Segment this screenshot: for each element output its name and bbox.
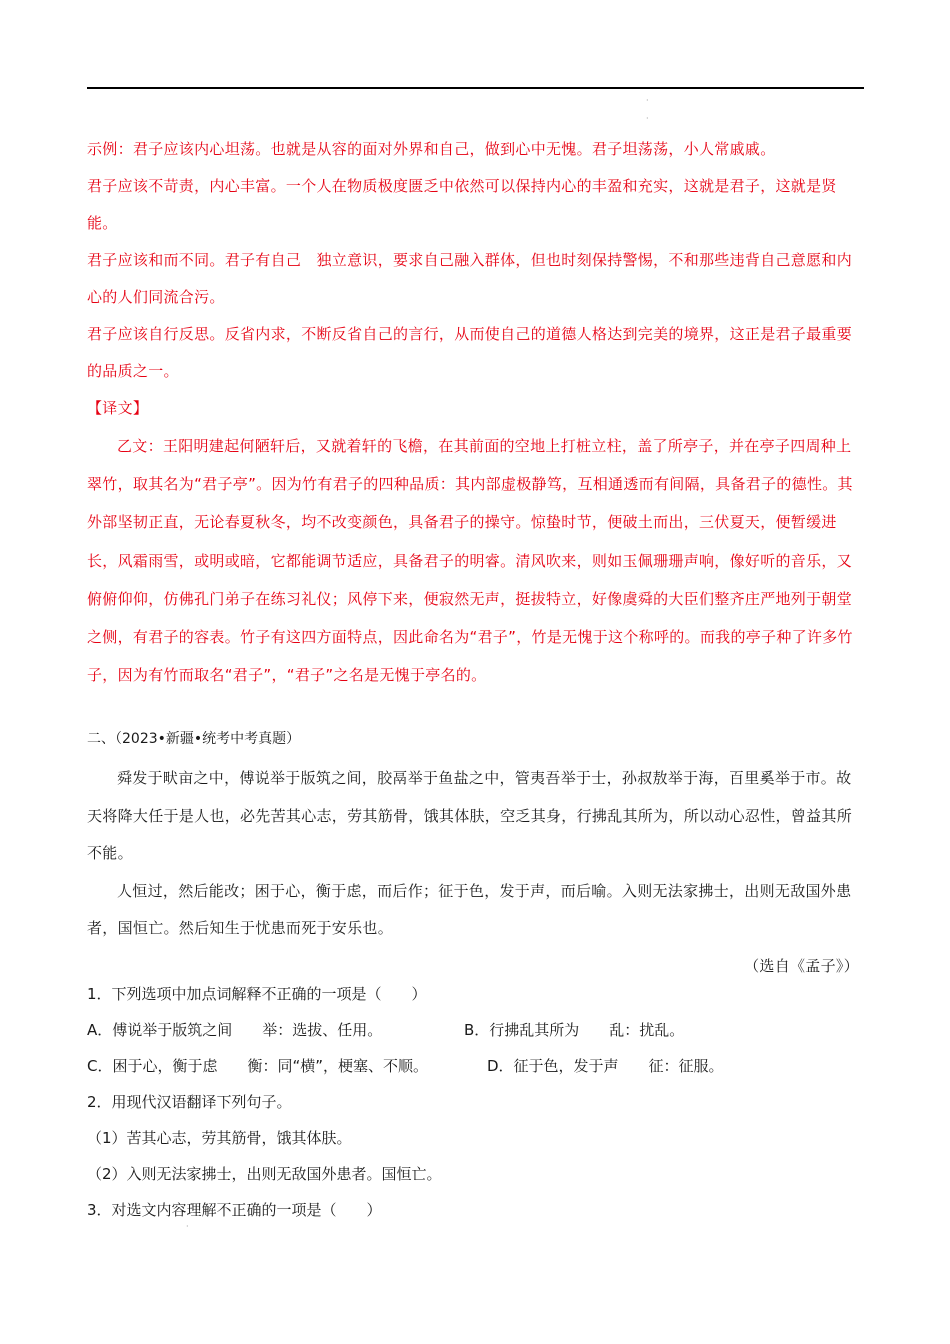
option-b[interactable]: B．行拂乱其所为 乱：扰乱。 bbox=[464, 1021, 685, 1039]
answer-paragraph: 示例：君子应该内心坦荡。也就是从容的面对外界和自己，做到心中无愧。君子坦荡荡，小人常戚戚。 bbox=[87, 140, 776, 158]
scan-dot: · bbox=[646, 96, 649, 105]
answer-block bbox=[87, 131, 859, 694]
options-row-ab bbox=[87, 1012, 859, 1048]
scan-dot: · bbox=[186, 1222, 189, 1231]
passage-source: （选自《孟子》） bbox=[744, 956, 859, 975]
questions-block bbox=[87, 976, 859, 1228]
question-3: 3．对选文内容理解不正确的一项是（ ） bbox=[87, 1201, 382, 1219]
option-a[interactable]: A．傅说举于版筑之间 举：选拔、任用。 bbox=[87, 1021, 383, 1039]
option-d[interactable]: D．征于色，发于声 征：征服。 bbox=[487, 1057, 724, 1075]
passage-paragraph: 人恒过，然后能改；困于心，衡于虑，而后作；征于色，发于声，而后喻。入则无法家拂士，出则无敌国外患者，国恒亡。然后知生于忧患而死于安乐也。 bbox=[87, 881, 852, 937]
translation-paragraph: 乙文：王阳明建起何陋轩后，又就着轩的飞檐，在其前面的空地上打桩立柱，盖了所亭子，并在亭子四周种上翠竹，取其名为“君子亭”。因为竹有君子的四种品质：其内部虚极静笃，互相通透而有间隔，具备君子的德性。其外部坚韧正直，无论春夏秋冬，均不改变颜色，具备君子的操守。惊蛰时节，便破土而出，三伏夏天，便暂缓进长，风霜雨雪，或明或暗，它都能调节适应，具备君子的明睿。清风吹来，则如玉佩珊珊声响，像好听的音乐，又俯俯仰仰，仿佛孔门弟子在练习礼仪；风停下来，便寂然无声，挺拔特立，好像虞舜的大臣们整齐庄严地列于朝堂之侧，有君子的容表。竹子有这四方面特点，因此命名为“君子”，竹是无愧于这个称呼的。而我的亭子种了许多竹子，因为有竹而取名“君子”，“君子”之名是无愧于亭名的。 bbox=[87, 437, 853, 685]
header-rule bbox=[87, 87, 864, 89]
option-c[interactable]: C．困于心，衡于虑 衡：同“横”，梗塞、不顺。 bbox=[87, 1057, 429, 1075]
question-1: 1．下列选项中加点词解释不正确的一项是（ ） bbox=[87, 985, 427, 1003]
section-2 bbox=[87, 721, 859, 757]
question-2: 2．用现代汉语翻译下列句子。 bbox=[87, 1093, 292, 1111]
options-row-cd bbox=[87, 1048, 859, 1084]
answer-paragraph: 君子应该不苛责，内心丰富。一个人在物质极度匮乏中依然可以保持内心的丰盈和充实，这就是君子，这就是贤能。 bbox=[87, 177, 837, 232]
scan-dot: · bbox=[646, 114, 649, 123]
translation-heading: 【译文】 bbox=[87, 399, 149, 417]
passage-paragraph: 舜发于畎亩之中，傅说举于版筑之间，胶鬲举于鱼盐之中，管夷吾举于士，孙叔敖举于海，百里奚举于市。故天将降大任于是人也，必先苦其心志，劳其筋骨，饿其体肤，空乏其身，行拂乱其所为，所以动心忍性，曾益其所不能。 bbox=[87, 769, 853, 862]
classical-passage bbox=[87, 760, 859, 985]
question-2-part-2: （2）入则无法家拂士，出则无敌国外患者。国恒亡。 bbox=[87, 1165, 442, 1183]
answer-paragraph: 君子应该和而不同。君子有自己 独立意识，要求自己融入群体，但也时刻保持警惕，不和那些违背自己意愿和内心的人们同流合污。 bbox=[87, 251, 853, 306]
answer-paragraph: 君子应该自行反思。反省内求，不断反省自己的言行，从而使自己的道德人格达到完美的境界，这正是君子最重要的品质之一。 bbox=[87, 325, 853, 380]
question-2-part-1: （1）苦其心志，劳其筋骨，饿其体肤。 bbox=[87, 1129, 352, 1147]
section-header: 二、（2023•新疆•统考中考真题） bbox=[87, 731, 301, 747]
